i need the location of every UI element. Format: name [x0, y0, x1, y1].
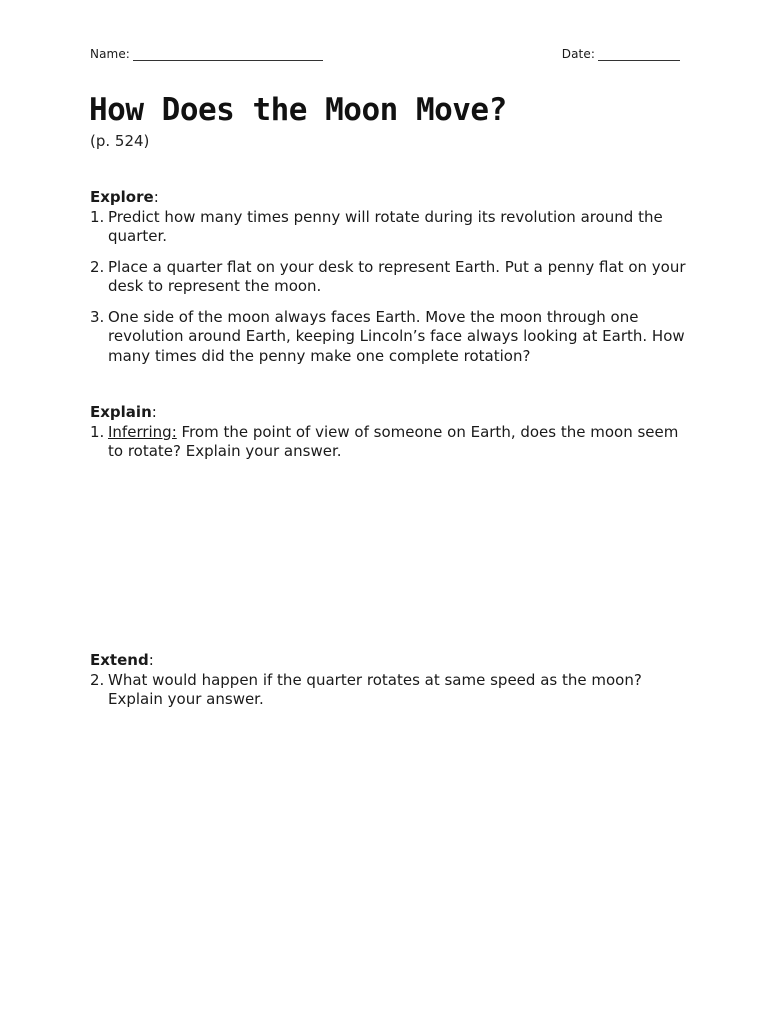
- list-item: [90, 208, 690, 247]
- explore-heading: Explore:: [90, 188, 159, 206]
- date-field: [562, 47, 680, 61]
- explain-heading-text: Explain: [90, 403, 152, 421]
- item-prefix: Inferring:: [108, 422, 177, 441]
- extend-list: [90, 671, 690, 710]
- explain-list: [90, 423, 690, 462]
- item-text: One side of the moon always faces Earth. Move the moon through one revolution around Earth, keeping Lincoln’s face always looking at Earth. How many times did the penny make one complete rotation?: [108, 307, 685, 365]
- item-text: From the point of view of someone on Earth, does the moon seem to rotate? Explain your answer.: [108, 422, 679, 460]
- list-item: [90, 258, 690, 297]
- item-number: 3.: [90, 307, 105, 326]
- item-text: What would happen if the quarter rotates at same speed as the moon? Explain your answer.: [108, 670, 642, 708]
- explore-heading-text: Explore: [90, 188, 154, 206]
- explore-section: [90, 188, 690, 377]
- name-blank-line[interactable]: [133, 48, 323, 61]
- extend-heading: Extend:: [90, 651, 154, 669]
- header-row: [90, 47, 680, 65]
- item-text: Place a quarter flat on your desk to represent Earth. Put a penny flat on your desk to represent the moon.: [108, 257, 686, 295]
- page-reference: (p. 524): [90, 132, 150, 150]
- list-item: [90, 671, 690, 710]
- date-label: Date:: [561, 47, 595, 61]
- explore-list: [90, 208, 690, 367]
- explain-section: [90, 403, 690, 473]
- list-item: [90, 308, 690, 367]
- name-label: Name:: [90, 47, 130, 61]
- date-blank-line[interactable]: [598, 48, 680, 61]
- extend-heading-text: Extend: [90, 651, 149, 669]
- item-text: Predict how many times penny will rotate during its revolution around the quarter.: [108, 207, 663, 245]
- extend-section: [90, 651, 690, 721]
- name-field: [90, 47, 323, 61]
- list-item: [90, 423, 690, 462]
- item-number: 1.: [90, 422, 105, 441]
- item-number: 2.: [90, 257, 105, 276]
- page-title: How Does the Moon Move?: [89, 92, 507, 128]
- item-number: 2.: [90, 670, 105, 689]
- explain-heading: Explain:: [90, 403, 157, 421]
- item-number: 1.: [90, 207, 105, 226]
